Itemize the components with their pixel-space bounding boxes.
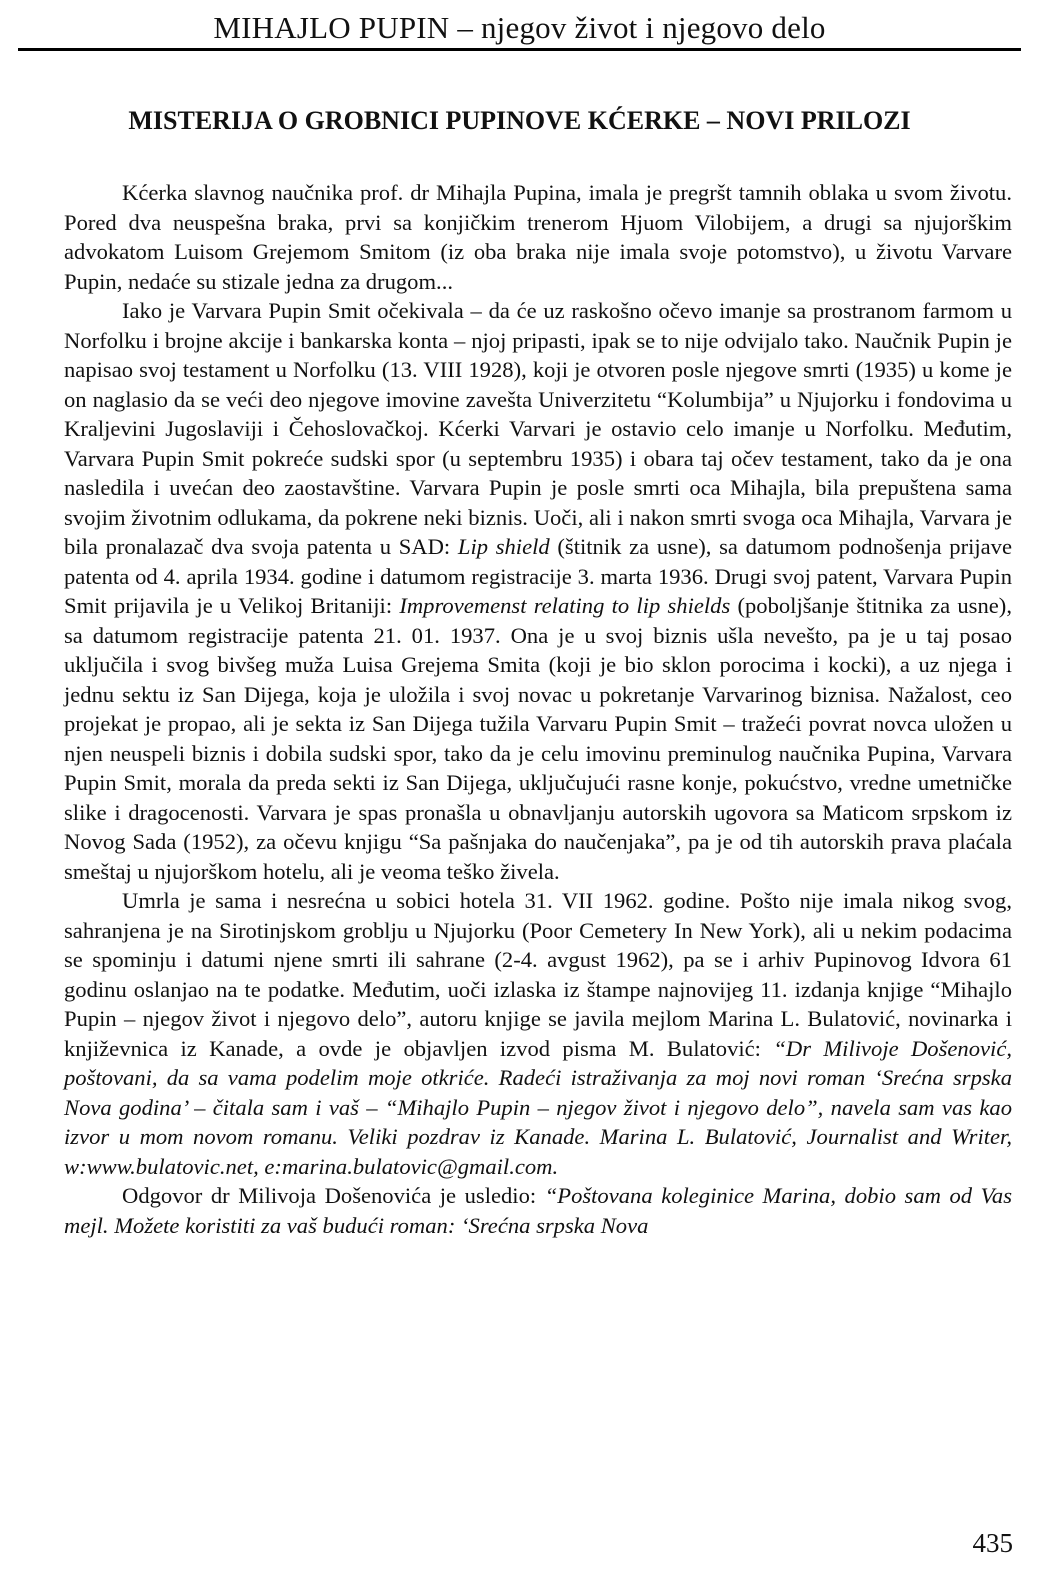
article-body: [64, 178, 1012, 1240]
paragraph-1: [64, 178, 1012, 296]
paragraph-2-text-c: (poboljšanje štitnika za usne), sa datumom registracije patenta 21. 01. 1937. Ona je u svoj biznis ušla nevešto, pa je u taj posao uključila i svog bivšeg muža Luisa Grejema Smita (koji je bio sklon porocima i kocki), a uz njega i jednu sektu iz San Dijega, koja je uložila i svoj novac u pokretanje Varvarinog biznisa. Nažalost, ceo projekat je propao, ali je sekta iz San Dijega tužila Varvaru Pupin Smit – tražeći povrat novca uložen u njen neuspeli biznis i dobila sudski spor, tako da je celu imovinu preminulog naučnika Pupina, Varvara Pupin Smit, morala da preda sekti iz San Dijega, uključujući rasne konje, pokućstvo, vredne umetničke slike i dragocenosti. Varvara je spas pronašla u obnavljanju autorskih ugovora sa Maticom srpskom iz Novog Sada (1952), za očevu knjigu “Sa pašnjaka do naučenjaka”, pa je od tih autorskih prava plaćala smeštaj u njujorškom hotelu, ali je veoma teško živela.: [64, 593, 1012, 884]
paragraph-4: [64, 1181, 1012, 1240]
header-rule: [18, 48, 1021, 51]
paragraph-2-text-a: Iako je Varvara Pupin Smit očekivala – da će uz raskošno očevo imanje sa prostranom farmom u Norfolku i brojne akcije i bankarska konta – njoj pripasti, ipak se to nije odvijalo tako. Naučnik Pupin je napisao svoj testament u Norfolku (13. VIII 1928), koji je otvoren posle njegove smrti (1935) u kome je on naglasio da se veći deo njegove imovine zavešta Univerzitetu “Kolumbija” u Njujorku i fondovima u Kraljevini Jugoslaviji i Čehoslovačkoj. Kćerki Varvari je ostavio celo imanje u Norfolku. Međutim, Varvara Pupin Smit pokreće sudski spor (u septembru 1935) i obara taj očev testament, tako da je ona nasledila i uvećan deo zaostavštine. Varvara Pupin je posle smrti oca Mihajla, bila prepuštena sama svojim životnim odlukama, da pokrene neki biznis. Uoči, ali i nakon smrti svoga oca Mihajla, Varvara je bila pronalazač dva svoja patenta u SAD:: [64, 298, 1012, 559]
paragraph-4-text: Odgovor dr Milivoja Došenovića je usledio:: [122, 1183, 537, 1208]
running-head: MIHAJLO PUPIN – njegov život i njegovo delo: [213, 10, 826, 45]
paragraph-1-text: Kćerka slavnog naučnika prof. dr Mihajla Pupina, imala je pregršt tamnih oblaka u svom životu. Pored dva neuspešna braka, prvi sa konjičkim trenerom Hjuom Vilobijem, a drugi sa njujorškim advokatom Luisom Grejemom Smitom (iz oba braka nije imala svoje potomstvo), u životu Varvare Pupin, nedaće su stizale jedna za drugom...: [64, 180, 1012, 294]
reply-quote: “Poštovana koleginice Marina, dobio sam od Vas mejl. Možete koristiti za vaš budući roman: ‘Srećna srpska Nova: [64, 1183, 1012, 1238]
letter-quote: “Dr Milivoje Došenović, poštovani, da sa vama podelim moje otkriće. Radeći istraživanja za moj novi roman ‘Srećna srpska Nova godina’ – čitala sam i vaš – “Mihajlo Pupin – njegov život i njegovo delo”, navela sam vas kao izvor u mom novom romanu. Veliki pozdrav iz Kanade. Marina L. Bulatović, Journalist and Writer, w:www.bulatovic.net, e:marina.bulatovic@gmail.com.: [64, 1035, 1012, 1179]
paragraph-2: [64, 296, 1012, 886]
patent-name-uk: Improvemenst relating to lip shields: [399, 593, 731, 618]
article-title: MISTERIJA O GROBNICI PUPINOVE KĆERKE – NOVI PRILOZI: [128, 106, 911, 135]
paragraph-3: [64, 886, 1012, 1181]
patent-name-lip-shield: Lip shield: [457, 534, 550, 559]
paragraph-3-text: Umrla je sama i nesrećna u sobici hotela 31. VII 1962. godine. Pošto nije imala nikog svog, sahranjena je na Sirotinjskom groblju u Njujorku (Poor Cemetery In New York), ali u nekim podacima se spominju i datumi njene smrti ili sahrane (2-4. avgust 1962), pa se i arhiv Pupinovog Idvora 61 godinu oslanjao na te podatke. Međutim, uoči izlaska iz štampe najnovijeg 11. izdanja knjige “Mihajlo Pupin – njegov život i njegovo delo”, autoru knjige se javila mejlom Marina L. Bulatović, novinarka i književnica iz Kanade, a ovde je objavljen izvod pisma M. Bulatović:: [64, 888, 1012, 1061]
page-number: 435: [972, 1528, 1013, 1558]
paragraph-2-text-b: (štitnik za usne), sa datumom podnošenja prijave patenta od 4. aprila 1934. godine i datumom registracije 3. marta 1936. Drugi svoj patent, Varvara Pupin Smit prijavila je u Velikoj Britaniji:: [64, 534, 1013, 618]
